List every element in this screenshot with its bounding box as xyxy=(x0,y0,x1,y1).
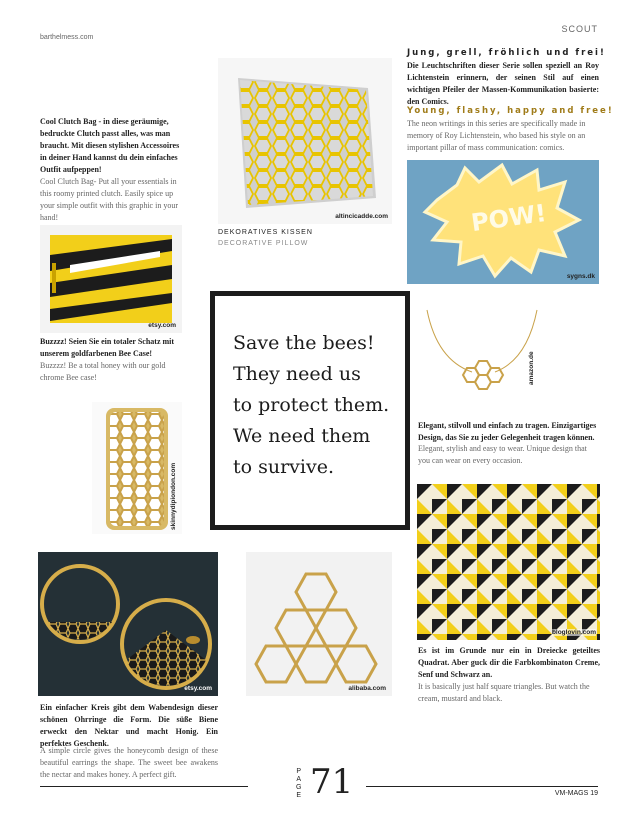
clutch-text-de: Cool Clutch Bag - in diese geräumige, bedruckte Clutch passt alles, was man braucht. Mit diesen stylishen Accessoires in deiner Hand kannst du dein einfaches Outfit aufpeppen! xyxy=(40,117,180,174)
bracelet-text-en: Elegant, stylish and easy to wear. Unique design that you can wear on every occasion. xyxy=(418,444,587,465)
fabric-text-en: It is basically just half square triangles. But watch the cream, mustard and black. xyxy=(418,682,590,703)
clutch-credit: etsy.com xyxy=(148,322,176,329)
neon-sign-photo xyxy=(407,160,599,284)
quote-box xyxy=(210,291,410,530)
pillow-label-en: DECORATIVE PILLOW xyxy=(218,240,309,247)
footer-divider-left xyxy=(40,786,248,787)
quote-line: We need them xyxy=(233,425,371,447)
neon-title-de: Jung, grell, fröhlich und frei! xyxy=(407,48,606,58)
earrings-photo xyxy=(38,552,218,696)
bracelet-text-de: Elegant, stilvoll und einfach zu tragen. Einzigartiges Design, das Sie zu jeder Gelegenheit tragen können. xyxy=(418,421,597,442)
neon-text-de: Die Leuchtschriften dieser Serie sollen speziell an Roy Lichtenstein erinnern, der seinen Stil auf einen wichtigen Pfeiler der Massen-Kommunikation basierte: den Comics. xyxy=(407,61,599,106)
fabric-text-de: Es ist im Grunde nur ein in Dreiecke geteiltes Quadrat. Aber guck dir die Farbkombinaton Creme, Senf und Schwarz an. xyxy=(418,646,600,679)
wine-rack-photo xyxy=(246,552,392,696)
fabric-credit: bloglovin.com xyxy=(551,629,596,636)
neon-title-en: Young, flashy, happy and free! xyxy=(407,106,614,116)
clutch-text-en: Cool Clutch Bag- Put all your essentials in this roomy printed clutch. Easily spice up your simple outfit with this graphic in your hand! xyxy=(40,177,178,222)
neon-sign-text: POW! xyxy=(469,198,549,238)
neon-credit: sygns.dk xyxy=(566,273,595,280)
phone-case-photo xyxy=(92,402,182,534)
pillow-credit: altincicadde.com xyxy=(335,213,388,220)
section-label: SCOUT xyxy=(561,24,598,34)
earrings-credit: etsy.com xyxy=(184,685,212,692)
page-label: P A G E xyxy=(296,768,302,799)
clutch-photo xyxy=(40,225,182,333)
page-number: 71 xyxy=(310,762,354,802)
case-text-en: Buzzzz! Be a total honey with our gold chrome Bee case! xyxy=(40,361,166,382)
case-text-de: Buzzzz! Seien Sie ein totaler Schatz mit unserem goldfarbenen Bee Case! xyxy=(40,337,175,358)
earrings-text-de: Ein einfacher Kreis gibt dem Wabendesign dieser schönen Ohrringe die Form. Die süße Biene erweckt den Nektar und macht Honig. Ein perfektes Geschenk. xyxy=(40,703,218,748)
fabric-photo xyxy=(417,484,600,640)
quote-line: to protect them. xyxy=(233,394,390,416)
case-credit: skinnydipiondon.com xyxy=(170,462,177,530)
winerack-credit: alibaba.com xyxy=(348,685,386,692)
quote-line: to survive. xyxy=(233,456,335,478)
footer-divider-right xyxy=(366,786,598,787)
neon-text-en: The neon writings in this series are specifically made in memory of Roy Lichtenstein, who based his style on an important pillar of mass communication: comics. xyxy=(407,119,586,152)
pillow-label-de: DEKORATIVES KISSEN xyxy=(218,229,313,236)
bracelet-credit: amazon.de xyxy=(528,351,535,385)
magazine-label: VM-MAGS 19 xyxy=(554,790,598,797)
earrings-text-en: A simple circle gives the honeycomb design of these beautiful earrings the shape. The sweet bee awakens the nectar and makes honey. A perfect gift. xyxy=(40,746,218,779)
pillow-photo xyxy=(218,58,392,224)
quote-line: They need us xyxy=(233,363,361,385)
quote-line: Save the bees! xyxy=(233,332,375,354)
site-url: barthelmess.com xyxy=(40,34,94,41)
